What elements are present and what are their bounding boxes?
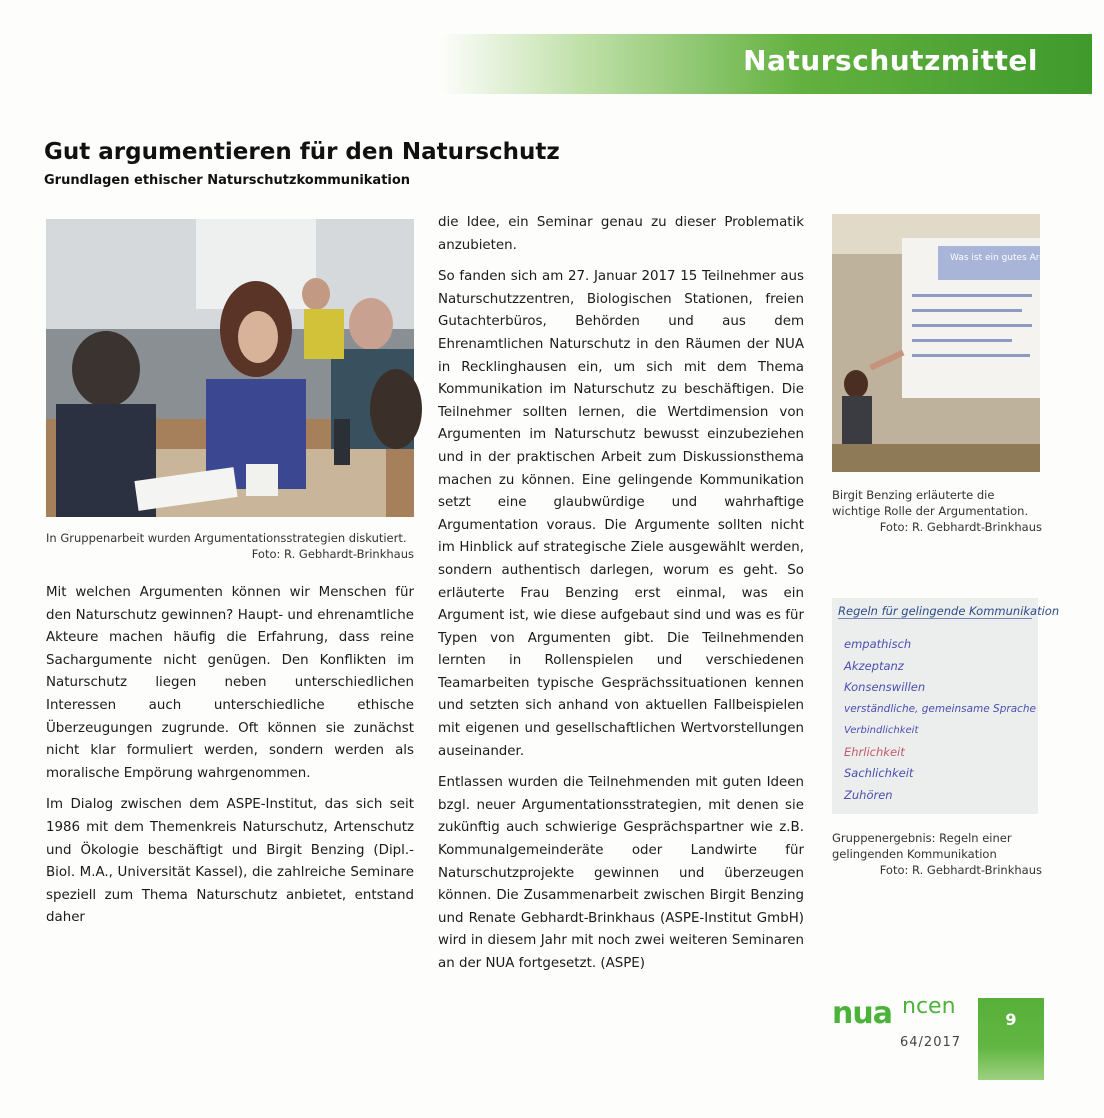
slide-title: Was ist ein gutes Argument? (1 <box>950 253 1092 263</box>
photo-credit: Foto: R. Gebhardt-Brinkhaus <box>251 547 414 561</box>
body-paragraph: Mit welchen Argumenten können wir Menschen für den Naturschutz gewinnen? Haupt- und ehrenamtliche Akteure machen häufig die Erfahrung, dass reine Sachargumente nicht genügen. Den Konflikten im Naturschutz liegen neben unterschiedlichen Interessen auch unterschiedliche ethische Überzeugungen zugrunde. Oft können sie zunächst nicht klar formuliert werden, sondern werden als moralische Empörung wahrgenommen. <box>46 585 414 781</box>
flipchart-photo-caption <box>832 830 1042 878</box>
body-paragraph: die Idee, ein Seminar genau zu dieser Problematik anzubieten. <box>438 215 804 253</box>
flipchart-item: Ehrlichkeit <box>844 744 905 759</box>
body-column-left <box>46 582 414 939</box>
section-banner <box>440 34 1092 94</box>
caption-text: Birgit Benzing erläuterte die wichtige Rolle der Argumentation. <box>832 488 1029 518</box>
caption-text: Gruppenergebnis: Regeln einer gelingenden Kommunikation <box>832 831 1012 861</box>
speaker-photo <box>832 214 1092 472</box>
section-title: Naturschutzmittel <box>743 44 1038 77</box>
flipchart-item: Zuhören <box>844 787 893 802</box>
flipchart-item: verständliche, gemeinsame Sprache <box>844 702 1037 715</box>
flipchart-item: Konsenswillen <box>844 680 926 694</box>
group-photo-caption <box>46 530 414 562</box>
body-paragraph: Entlassen wurden die Teilnehmenden mit guten Ideen bzgl. neuer Argumentationsstrategien, mit denen sie zukünftig auch schwierige Gesprächspartner wie z.B. Kommunalgemeinderäte oder Landwirte für Naturschutzprojekte gewinnen und überzeugen können. Die Zusammenarbeit zwischen Birgit Benzing und Renate Gebhardt-Brinkhaus (ASPE-Institut GmbH) wird in diesem Jahr mit noch zwei weiteren Seminaren an der NUA fortgesetzt. (ASPE) <box>438 775 804 971</box>
flipchart-item: Akzeptanz <box>844 658 904 673</box>
flipchart-photo <box>832 598 1060 814</box>
group-work-photo <box>46 219 414 517</box>
caption-text: In Gruppenarbeit wurden Argumentationsstrategien diskutiert. <box>46 531 407 545</box>
flipchart-item: Sachlichkeit <box>844 766 914 780</box>
flipchart-item: Verbindlichkeit <box>844 725 919 736</box>
flipchart-item: empathisch <box>844 637 912 651</box>
flipchart-heading: Regeln für gelingende Kommunikation <box>838 604 1060 618</box>
body-paragraph: Im Dialog zwischen dem ASPE-Institut, das sich seit 1986 mit dem Themenkreis Naturschutz, Artenschutz und Ökologie beschäftigt und Birgit Benzing (Dipl.-Biol. M.A., Universität Kassel), die zahlreiche Seminare speziell zum Thema Naturschutz anbietet, entstand daher <box>46 797 414 926</box>
logo-sub-text: ncen <box>902 994 956 1019</box>
body-column-middle <box>438 212 804 985</box>
issue-number: 64/2017 <box>900 1035 962 1050</box>
logo-main-text: nua <box>832 996 892 1031</box>
photo-credit: Foto: R. Gebhardt-Brinkhaus <box>879 863 1042 877</box>
article-title: Gut argumentieren für den Naturschutz <box>44 139 560 165</box>
article-subtitle: Grundlagen ethischer Naturschutzkommunikation <box>44 173 411 188</box>
speaker-photo-caption <box>832 487 1042 535</box>
photo-credit: Foto: R. Gebhardt-Brinkhaus <box>879 520 1042 534</box>
body-paragraph: So fanden sich am 27. Januar 2017 15 Teilnehmer aus Naturschutzzentren, Biologischen Stationen, freien Gutachterbüros, Behörden und aus dem Ehrenamtlichen Naturschutz in den Räumen der NUA in Recklinghausen ein, um sich mit dem Thema Kommunikation im Naturschutz zu beschäftigen. Die Teilnehmer sollten lernen, die Wertdimension von Argumenten im Naturschutz bewusst einzubeziehen und in der praktischen Arbeit zum Diskussionsthema machen zu können. Eine gelingende Kommunikation setzt eine glaubwürdige und wahrhaftige Argumentation voraus. Die Argumente sollten nicht im Hinblick auf strategische Ziele ausgewählt werden, sondern authentisch darlegen, worum es geht. So erläuterte Frau Benzing erst einmal, was ein Argument ist, wie diese aufgebaut sind und was es für Typen von Argumenten gibt. Die Teilnehmenden lernten in Rollenspielen und verschiedenen Teamarbeiten typische Gesprächssituationen kennen und setzten sich anhand von aktuellen Fallbeispielen mit eigenen und gesellschaftlichen Wertvorstellungen auseinander. <box>438 269 804 759</box>
flipchart-list <box>844 634 1037 806</box>
page-number: 9 <box>978 998 1044 1080</box>
